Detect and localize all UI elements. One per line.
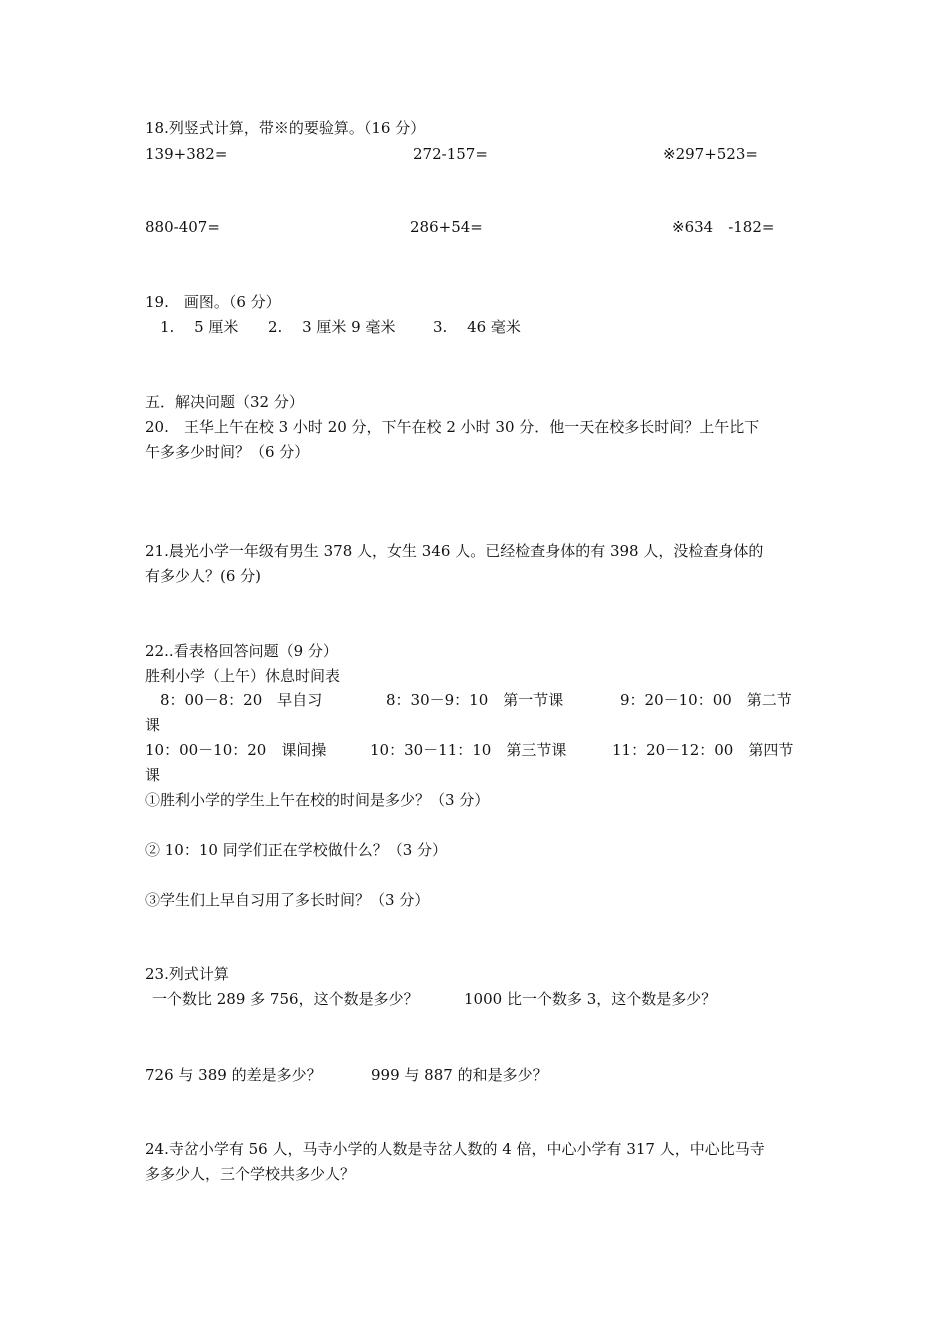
schedule-item: 10：30－11：10 第三节课 — [370, 741, 567, 759]
schedule-item: 8：30－9：10 第一节课 — [386, 691, 564, 709]
q23-title: 23.列式计算 — [145, 965, 229, 983]
q21-line-2: 有多少人？(6 分) — [145, 567, 262, 585]
q22-sub-2: ② 10：10 同学们正在学校做什么？（3 分） — [145, 841, 448, 859]
q23-item-1: 一个数比 289 多 756，这个数是多少？ — [152, 990, 419, 1008]
q23-item-4: 999 与 887 的和是多少？ — [371, 1066, 548, 1084]
q21-line-1: 21.晨光小学一年级有男生 378 人，女生 346 人。已经检查身体的有 398 人，没检查身体的 — [145, 542, 764, 560]
schedule-item: 8：00－8：20 早自习 — [160, 691, 323, 709]
q18-expr-1: 139+382= — [145, 145, 228, 163]
schedule-item: 10：00－10：20 课间操 — [145, 741, 327, 759]
q18-expr-3: ※297+523= — [663, 145, 758, 163]
q18-expr-4: 880-407= — [145, 218, 220, 236]
q18-expr-5: 286+54= — [410, 218, 483, 236]
q22-sub-1: ①胜利小学的学生上午在校的时间是多少？（3 分） — [145, 791, 490, 809]
schedule-item: 11：20－12：00 第四节 — [612, 741, 794, 759]
q24-line-1: 24.寺岔小学有 56 人，马寺小学的人数是寺岔人数的 4 倍，中心小学有 317 人，中心比马寺 — [145, 1140, 765, 1158]
schedule-wrap: 课 — [145, 766, 161, 784]
q18-expr-2: 272-157= — [413, 145, 488, 163]
q18-title: 18.列竖式计算，带※的要验算。（16 分） — [145, 119, 426, 137]
q20-line-2: 午多多少时间？（6 分） — [145, 443, 310, 461]
q23-item-3: 726 与 389 的差是多少？ — [145, 1066, 322, 1084]
q18-expr-6: ※634 -182= — [672, 218, 775, 236]
q19-item-1: 1. 5 厘米 — [160, 318, 239, 336]
q22-sub-3: ③学生们上早自习用了多长时间？（3 分） — [145, 891, 430, 909]
q22-table-title: 胜利小学（上午）休息时间表 — [145, 667, 341, 685]
section-title: 五．解决问题（32 分） — [145, 393, 304, 411]
q23-item-2: 1000 比一个数多 3，这个数是多少？ — [464, 990, 717, 1008]
q24-line-2: 多多少人，三个学校共多少人？ — [145, 1165, 356, 1183]
q19-item-3: 3. 46 毫米 — [433, 318, 521, 336]
schedule-wrap: 课 — [145, 716, 161, 734]
q19-item-2: 2. 3 厘米 9 毫米 — [268, 318, 396, 336]
q20-line-1: 20. 王华上午在校 3 小时 20 分，下午在校 2 小时 30 分．他一天在校多长时间？上午比下 — [145, 418, 760, 436]
schedule-item: 9：20－10：00 第二节 — [620, 691, 792, 709]
q22-title: 22..看表格回答问题（9 分） — [145, 642, 338, 660]
q19-title: 19. 画图。（6 分） — [145, 293, 281, 311]
